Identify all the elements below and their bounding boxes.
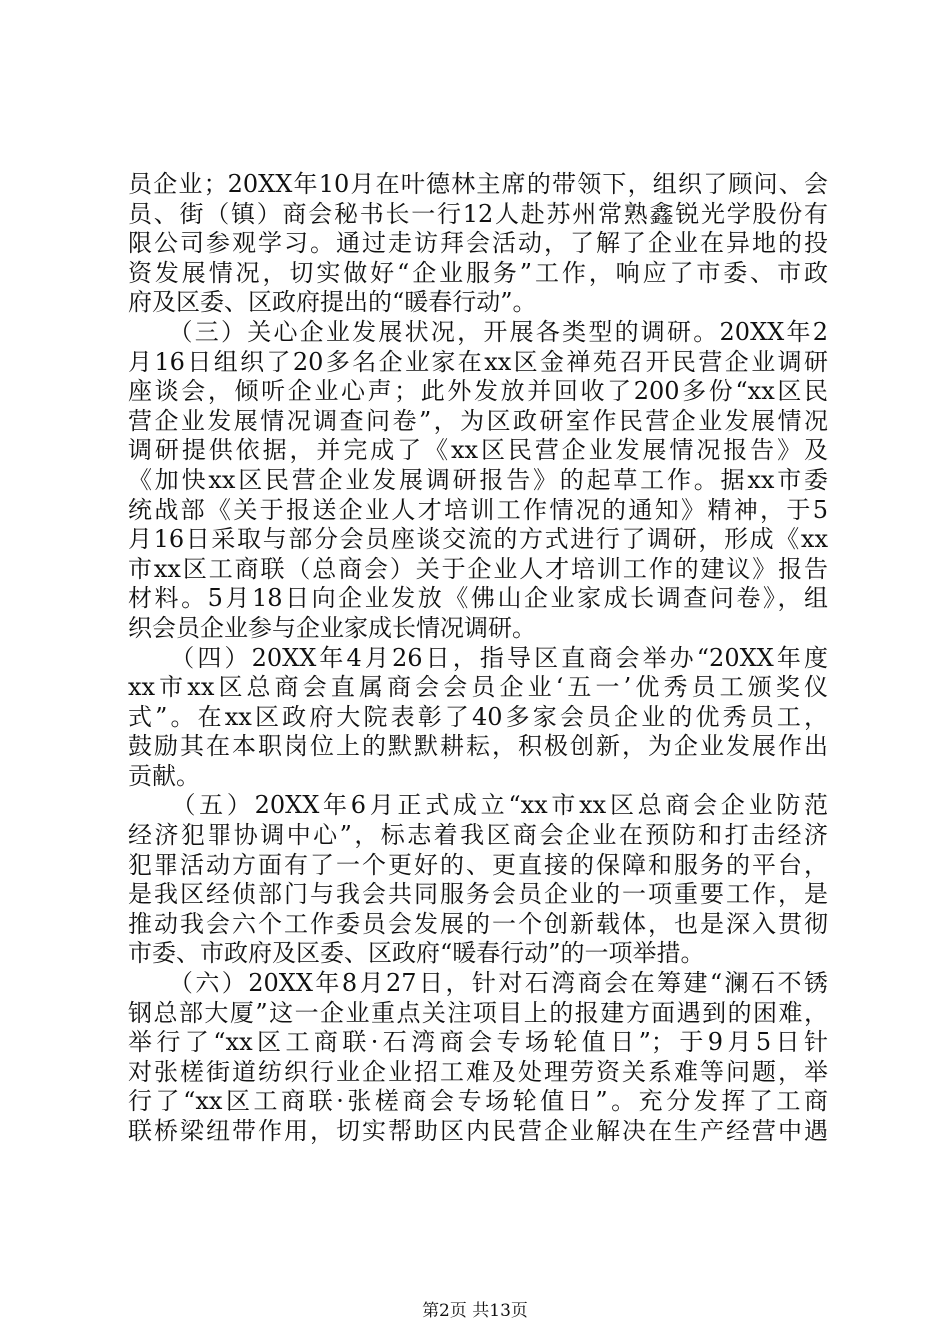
- body-text-line: 行了“xx区工商联·张槎商会专场轮值日”。充分发挥了工商: [128, 1087, 828, 1116]
- body-text-line: 式”。在xx区政府大院表彰了40多家会员企业的优秀员工，: [128, 702, 828, 731]
- body-text-line: 资发展情况，切实做好“企业服务”工作，响应了市委、市政: [128, 258, 828, 287]
- body-text-line: 月16日采取与部分会员座谈交流的方式进行了调研，形成《xx: [128, 525, 828, 554]
- body-text-line: （四）20XX年4月26日，指导区直商会举办“20XX年度: [128, 643, 828, 672]
- body-text-line: 员企业；20XX年10月在叶德林主席的带领下，组织了顾问、会: [128, 170, 828, 198]
- body-text-line: 调研提供依据，并完成了《xx区民营企业发展情况报告》及: [128, 436, 828, 465]
- body-text-line: 月16日组织了20多名企业家在xx区金禅苑召开民营企业调研: [128, 347, 828, 376]
- body-text-line: 联桥梁纽带作用，切实帮助区内民营企业解决在生产经营中遇: [128, 1117, 828, 1145]
- body-text-line: 统战部《关于报送企业人才培训工作情况的通知》精神，于5: [128, 495, 828, 524]
- body-text-line: （五）20XX年6月正式成立“xx市xx区总商会企业防范: [128, 791, 828, 820]
- body-text-line: （六）20XX年8月27日，针对石湾商会在筹建“澜石不锈: [128, 969, 828, 998]
- body-text-line: 推动我会六个工作委员会发展的一个创新载体，也是深入贯彻: [128, 909, 828, 938]
- body-text-line: 犯罪活动方面有了一个更好的、更直接的保障和服务的平台，: [128, 850, 828, 879]
- body-text-line: 营企业发展情况调查问卷”，为区政研室作民营企业发展情况: [128, 406, 828, 435]
- body-text-line: 对张槎街道纺织行业企业招工难及处理劳资关系难等问题，举: [128, 1057, 828, 1086]
- body-text-line: 织会员企业参与企业家成长情况调研。: [128, 613, 536, 642]
- body-text-line: 府及区委、区政府提出的“暖春行动”。: [128, 288, 537, 317]
- body-text-line: 举行了“xx区工商联·石湾商会专场轮值日”；于9月5日针: [128, 1028, 828, 1057]
- page-footer: 第2页 共13页: [422, 1301, 528, 1321]
- body-text-line: 鼓励其在本职岗位上的默默耕耘，积极创新，为企业发展作出: [128, 732, 828, 761]
- document-body: [128, 170, 828, 1147]
- body-text-line: 经济犯罪协调中心”，标志着我区商会企业在预防和打击经济: [128, 821, 828, 850]
- body-text-line: 贡献。: [128, 761, 200, 790]
- body-text-line: 钢总部大厦”这一企业重点关注项目上的报建方面遇到的困难，: [128, 998, 828, 1027]
- body-text-line: 市xx区工商联（总商会）关于企业人才培训工作的建议》报告: [128, 554, 828, 583]
- body-text-line: 座谈会，倾听企业心声；此外发放并回收了200多份“xx区民: [128, 377, 828, 406]
- body-text-line: 材料。5月18日向企业发放《佛山企业家成长调查问卷》，组: [128, 584, 828, 613]
- body-text-line: 员、街（镇）商会秘书长一行12人赴苏州常熟鑫锐光学股份有: [128, 199, 828, 228]
- body-text-line: 是我区经侦部门与我会共同服务会员企业的一项重要工作，是: [128, 880, 828, 909]
- body-text-line: xx市xx区总商会直属商会会员企业‘五一’优秀员工颁奖仪: [128, 673, 828, 702]
- body-text-line: 市委、市政府及区委、区政府“暖春行动”的一项举措。: [128, 939, 705, 968]
- body-text-line: 《加快xx区民营企业发展调研报告》的起草工作。据xx市委: [128, 465, 828, 494]
- body-text-line: （三）关心企业发展状况，开展各类型的调研。20XX年2: [128, 317, 828, 346]
- body-text-line: 限公司参观学习。通过走访拜会活动，了解了企业在异地的投: [128, 229, 828, 258]
